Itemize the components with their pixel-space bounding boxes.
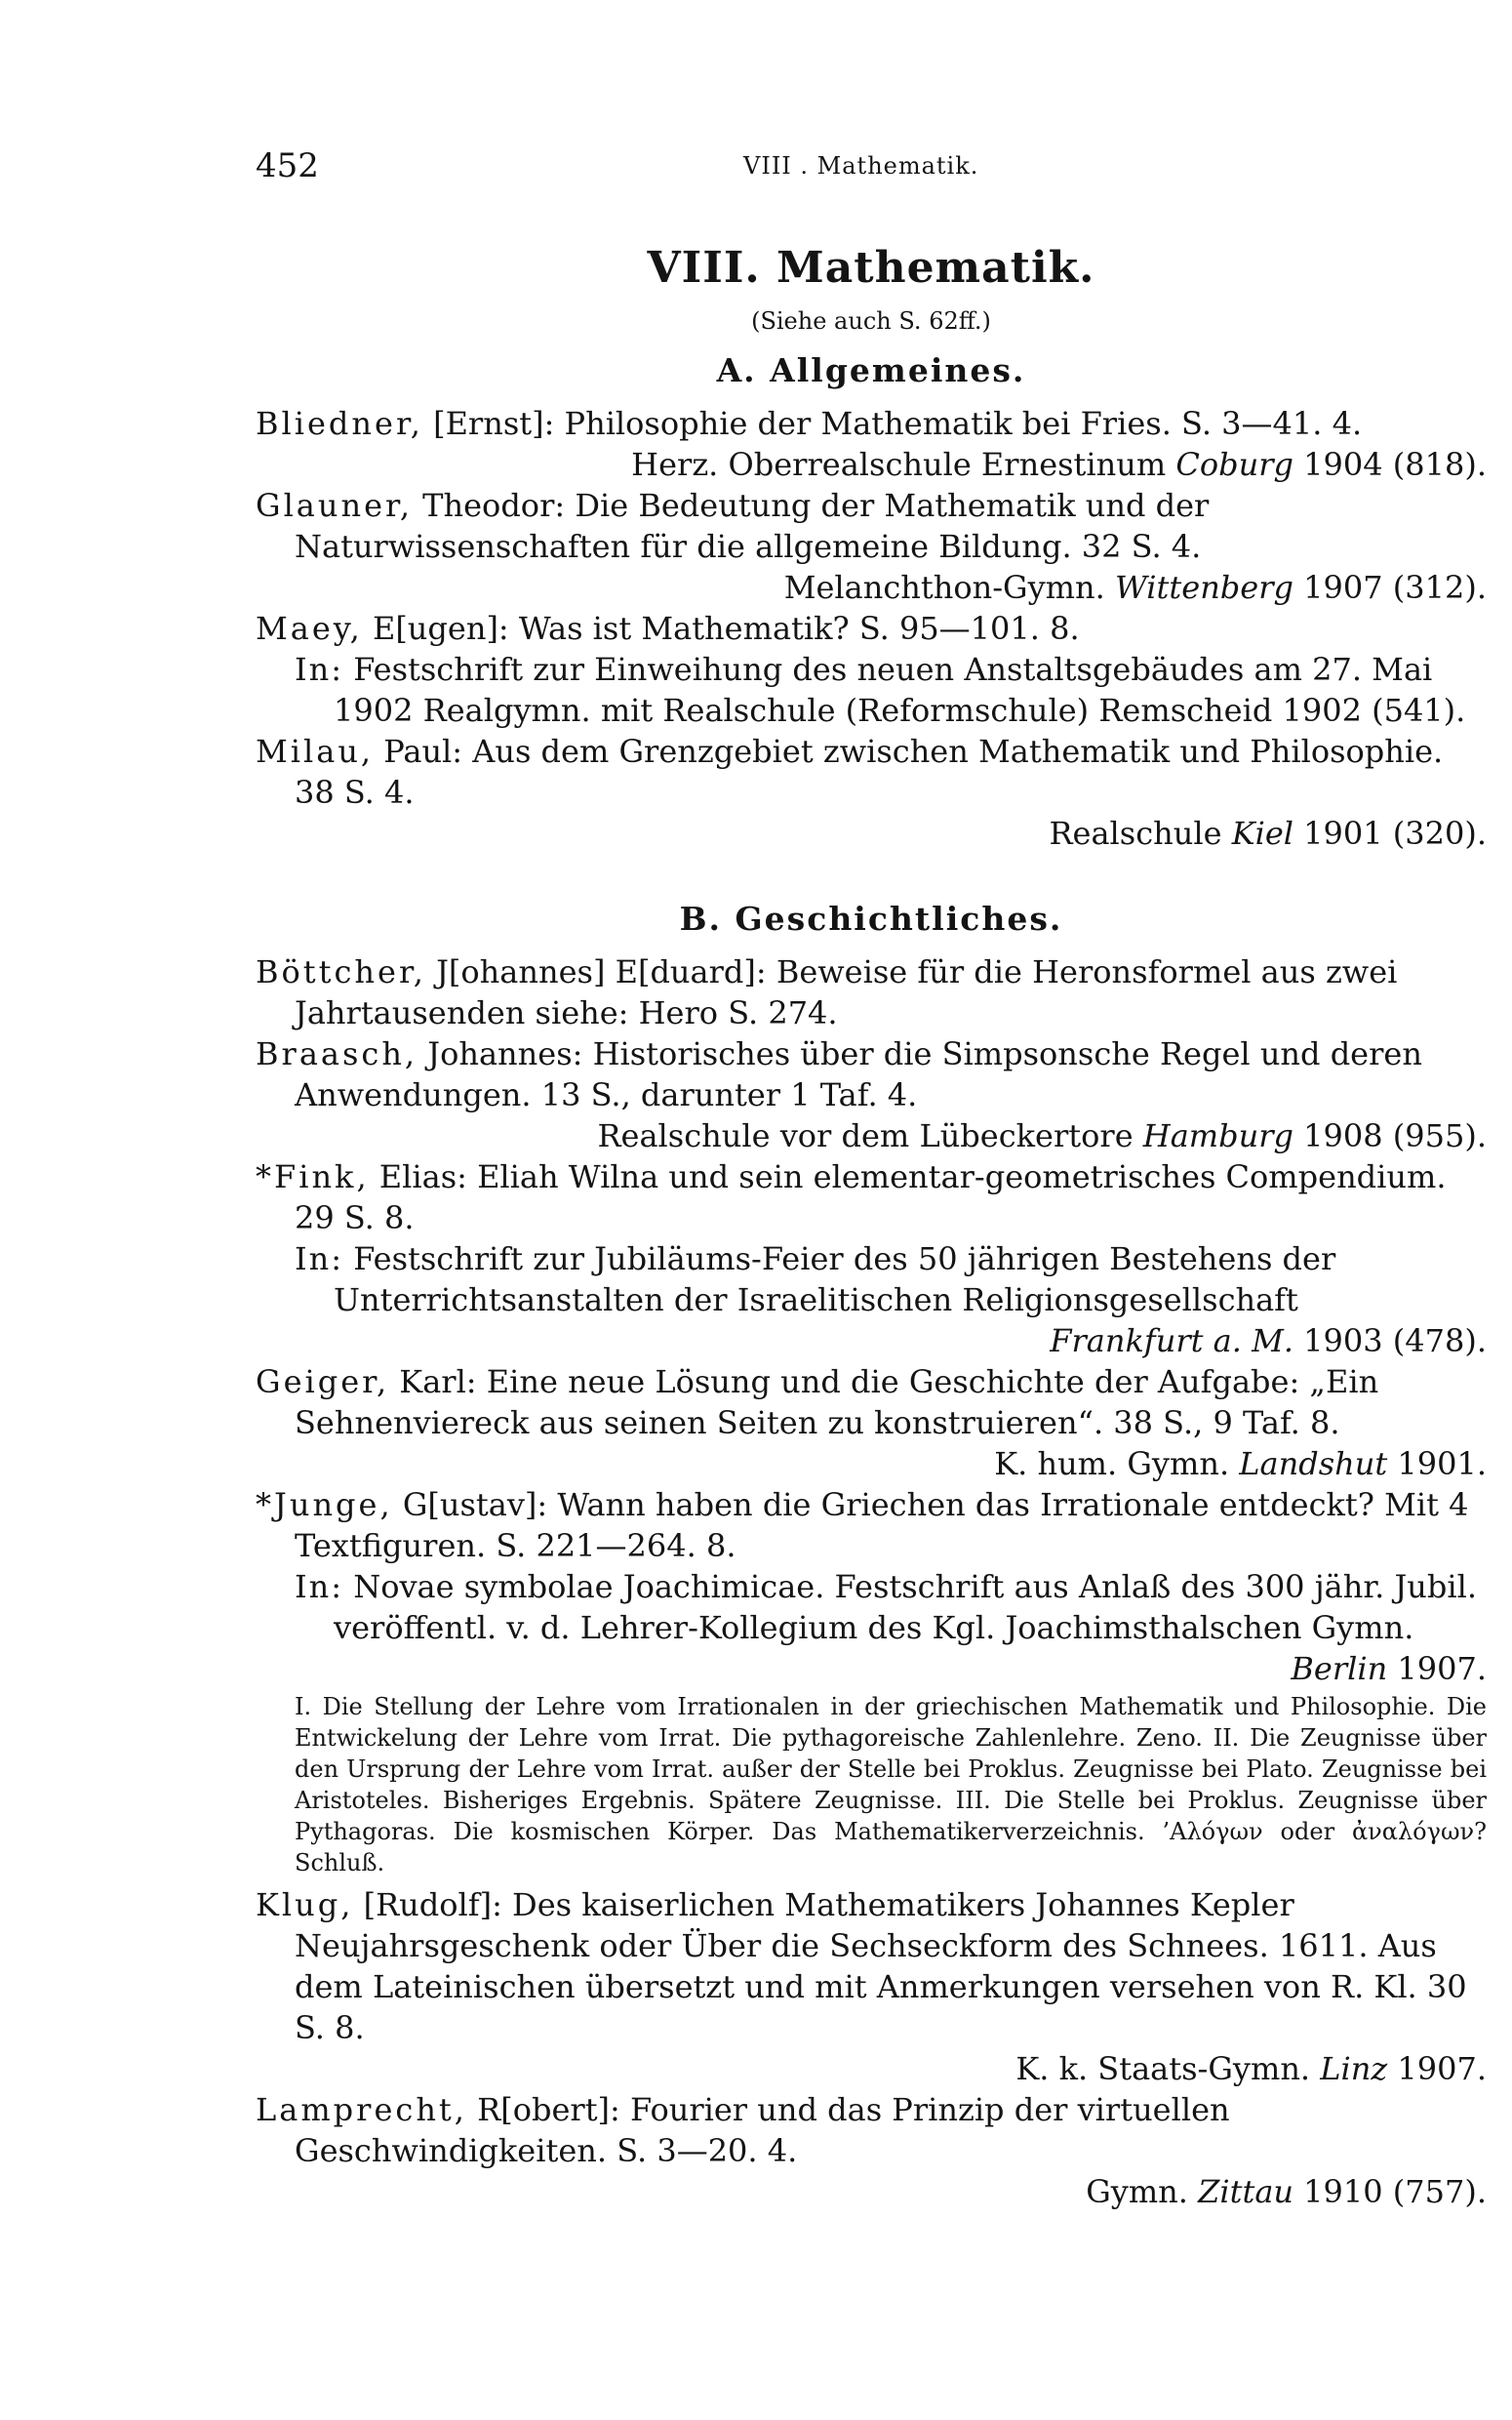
entry-text: R[obert]: Fourier und das Prinzip der virtuellen Geschwindigkeiten. S. 3—20. 4. xyxy=(295,2091,1230,2169)
entry-place: Zittau xyxy=(1198,2173,1293,2210)
entry-in-reference xyxy=(256,1238,1487,1320)
entry-author: *Junge, xyxy=(256,1486,393,1523)
running-title: VIII . Mathematik. xyxy=(743,152,979,180)
entry-publication: Realschule vor dem Lübeckertore Hamburg 1908 (955). xyxy=(597,1117,1487,1154)
bibliography-entry xyxy=(256,2089,1487,2171)
entry-in-reference xyxy=(256,649,1487,731)
entry-publication: Melanchthon-Gymn. Wittenberg 1907 (312). xyxy=(783,569,1487,606)
entry-contents-note: I. Die Stellung der Lehre vom Irrationalen in der griechischen Mathematik und Philosophie. Die Entwickelung der Lehre vom Irrat. Die pythagoreische Zahlenlehre. Zeno. II. Die Zeugnisse über den Ursprung der Lehre vom Irrat. außer der Stelle bei Proklus. Zeugnisse bei Plato. Zeugnisse bei Aristoteles. Bisheriges Ergebnis. Spätere Zeugnisse. III. Die Stelle bei Proklus. Zeugnisse über Pythagoras. Die kosmischen Körper. Das Mathematikerverzeichnis. ’Αλόγων oder ἀναλόγων? Schluß. xyxy=(295,1693,1487,1876)
entry-publication: Herz. Oberrealschule Ernestinum Coburg 1904 (818). xyxy=(631,446,1487,483)
entry-author: Lamprecht, xyxy=(256,2091,467,2128)
entry-place: Berlin xyxy=(1291,1650,1388,1687)
see-also-note: (Siehe auch S. 62ff.) xyxy=(751,307,991,335)
entry-place: Coburg xyxy=(1175,446,1293,483)
chapter-title: VIII. Mathematik. xyxy=(647,243,1095,293)
entry-text: Karl: Eine neue Lösung und die Geschichte der Aufgabe: „Ein Sehnenviereck aus seinen Seiten zu konstruieren“. 38 S., 9 Taf. 8. xyxy=(295,1363,1379,1441)
in-label: In: xyxy=(295,1240,344,1277)
entry-text: E[ugen]: Was ist Mathematik? S. 95—101. 8. xyxy=(362,610,1080,647)
running-header xyxy=(256,146,1485,195)
entry-text: [Rudolf]: Des kaiserlichen Mathematikers Johannes Kepler Neujahrsgeschenk oder Über die Sechseckform des Schnees. 1611. Aus dem Lateinischen übersetzt und mit Anmerkungen versehen von R. Kl. 30 S. 8. xyxy=(295,1886,1467,2046)
entry-text: G[ustav]: Wann haben die Griechen das Irrationale entdeckt? Mit 4 Textfiguren. S. 221—264. 8. xyxy=(295,1486,1469,1564)
entry-place: Landshut xyxy=(1239,1445,1388,1482)
bibliography-entry xyxy=(256,1484,1487,1566)
entry-publication: K. k. Staats-Gymn. Linz 1907. xyxy=(1015,2050,1487,2087)
in-label: In: xyxy=(295,1568,344,1605)
section-a-title: A. Allgemeines. xyxy=(716,351,1026,389)
entry-text: Theodor: Die Bedeutung der Mathematik und der Naturwissenschaften für die allgemeine Bildung. 32 S. 4. xyxy=(295,487,1210,565)
page-number: 452 xyxy=(256,146,319,185)
bibliography-entry xyxy=(256,1884,1487,2048)
bibliography-entry xyxy=(256,1033,1487,1115)
bibliography-entry xyxy=(256,485,1487,567)
entry-publication: Berlin 1907. xyxy=(1291,1650,1487,1687)
bibliography-entry xyxy=(256,403,1487,444)
entry-author: Glauner, xyxy=(256,487,413,524)
entry-text: Paul: Aus dem Grenzgebiet zwischen Mathematik und Philosophie. 38 S. 4. xyxy=(295,733,1444,811)
entry-place: Hamburg xyxy=(1142,1117,1293,1154)
entry-place: Frankfurt a. M. xyxy=(1050,1322,1293,1359)
entry-author: Maey, xyxy=(256,610,363,647)
entry-author: Klug, xyxy=(256,1886,354,1923)
entry-in-reference xyxy=(256,1566,1487,1648)
in-text: Festschrift zur Jubiläums-Feier des 50 jährigen Bestehens der Unterrichtsanstalten der Israelitischen Religionsgesellschaft xyxy=(334,1240,1336,1318)
entry-publication: K. hum. Gymn. Landshut 1901. xyxy=(994,1445,1487,1482)
entry-text: [Ernst]: Philosophie der Mathematik bei Fries. S. 3—41. 4. xyxy=(422,405,1363,442)
entry-text: J[ohannes] E[duard]: Beweise für die Heronsformel aus zwei Jahrtausenden siehe: Hero S. 274. xyxy=(295,953,1398,1031)
entry-text: Elias: Eliah Wilna und sein elementar-geometrisches Compendium. 29 S. 8. xyxy=(295,1158,1447,1236)
entry-author: Milau, xyxy=(256,733,375,770)
entry-place: Linz xyxy=(1320,2050,1388,2087)
in-text: Novae symbolae Joachimicae. Festschrift aus Anlaß des 300 jähr. Jubil. veröffentl. v. d. Lehrer-Kollegium des Kgl. Joachimsthalschen Gymn. xyxy=(334,1568,1477,1646)
bibliography-entry xyxy=(256,1156,1487,1238)
entry-author: *Fink, xyxy=(256,1158,370,1195)
entry-publication: Realschule Kiel 1901 (320). xyxy=(1049,815,1487,852)
bibliography-entry xyxy=(256,608,1487,649)
entry-publication: Gymn. Zittau 1910 (757). xyxy=(1086,2173,1487,2210)
entry-author: Braasch, xyxy=(256,1035,418,1072)
bibliography-entry xyxy=(256,1361,1487,1443)
section-b-title: B. Geschichtliches. xyxy=(679,900,1063,938)
entry-place: Kiel xyxy=(1231,815,1293,852)
text-column xyxy=(256,239,1487,2212)
entry-author: Böttcher, xyxy=(256,953,426,990)
entry-publication: Frankfurt a. M. 1903 (478). xyxy=(1050,1322,1487,1359)
in-text: Festschrift zur Einweihung des neuen Anstaltsgebäudes am 27. Mai 1902 Realgymn. mit Realschule (Reformschule) Remscheid 1902 (541). xyxy=(334,651,1466,729)
bibliography-entry xyxy=(256,731,1487,813)
entry-author: Geiger, xyxy=(256,1363,390,1400)
entry-place: Wittenberg xyxy=(1114,569,1293,606)
entry-author: Bliedner, xyxy=(256,405,423,442)
bibliography-entry xyxy=(256,951,1487,1033)
entry-text: Johannes: Historisches über die Simpsonsche Regel und deren Anwendungen. 13 S., darunter 1 Taf. 4. xyxy=(295,1035,1422,1113)
in-label: In: xyxy=(295,651,344,688)
